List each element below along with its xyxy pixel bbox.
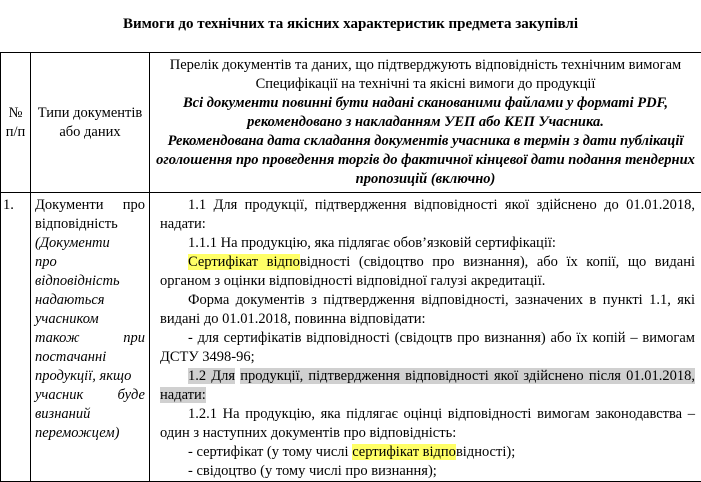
list-item: - свідоцтво (у тому числі про визнання); (160, 462, 695, 481)
table-row (1, 193, 701, 482)
highlighted-text: сертифікат відпо (352, 444, 456, 460)
paragraph-1-1-1: 1.1.1 На продукцію, яка підлягає обов’язковій сертифікації: (160, 234, 695, 253)
highlighted-text: 1.2 Для (188, 368, 235, 384)
header-date-recommendation: Рекомендована дата складання документів учасника в термін з дати публікації оголошення про проведення торгів до фактичної кінцевої дати подання тендерних пропозицій (включно) (156, 132, 695, 189)
row-number: 1. (1, 193, 31, 482)
header-documents-list (150, 53, 701, 193)
doc-type-title: Документи про відповідність (35, 196, 145, 234)
table-header-row (1, 53, 701, 193)
paragraph-dstu: - для сертифікатів відповідності (свідоцтв про визнання) або їх копій – вимогам ДСТУ 3498-96; (160, 329, 695, 367)
list-item: - сертифікат (у тому числі сертифікат відповідності); (160, 443, 695, 462)
highlighted-text: продукції, підтвердження відповідності якої здійснено після 01.01.2018, надати: (160, 368, 695, 403)
paragraph-1-1: 1.1 Для продукції, підтвердження відповідності якої здійснено до 01.01.2018, надати: (160, 196, 695, 234)
row-doc-type (31, 193, 150, 482)
doc-type-note: (Документи про відповідність надаються учасником також при постачанні продукції, якщо учасник буде визнаний переможцем) (35, 234, 145, 443)
highlighted-text: Сертифікат відпо (188, 254, 300, 270)
page-title: Вимоги до технічних та якісних характеристик предмета закупівлі (0, 16, 701, 33)
header-description: Перелік документів та даних, що підтверджують відповідність технічним вимогам Специфікації на технічні та якісні вимоги до продукції (156, 56, 695, 94)
paragraph-1-2-1: 1.2.1 На продукцію, яка підлягає оцінці відповідності вимогам законодавства – один з наступних документів про відповідність: (160, 405, 695, 443)
paragraph-certificate: Сертифікат відповідності (свідоцтво про визнання), або їх копії, що видані органом з оцінки відповідності відповідної галузі акредитації. (160, 253, 695, 291)
row-documents (150, 193, 701, 482)
header-number: № п/п (1, 53, 31, 193)
header-pdf-requirement: Всі документи повинні бути надані сканованими файлами у форматі PDF, рекомендовано з накладанням УЕП або КЕП Учасника. (156, 94, 695, 132)
requirements-table (0, 52, 701, 482)
header-doc-types: Типи документів або даних (31, 53, 150, 193)
paragraph-form: Форма документів з підтвердження відповідності, зазначених в пункті 1.1, які видані до 01.01.2018, повинна відповідати: (160, 291, 695, 329)
paragraph-1-2 (160, 367, 695, 405)
